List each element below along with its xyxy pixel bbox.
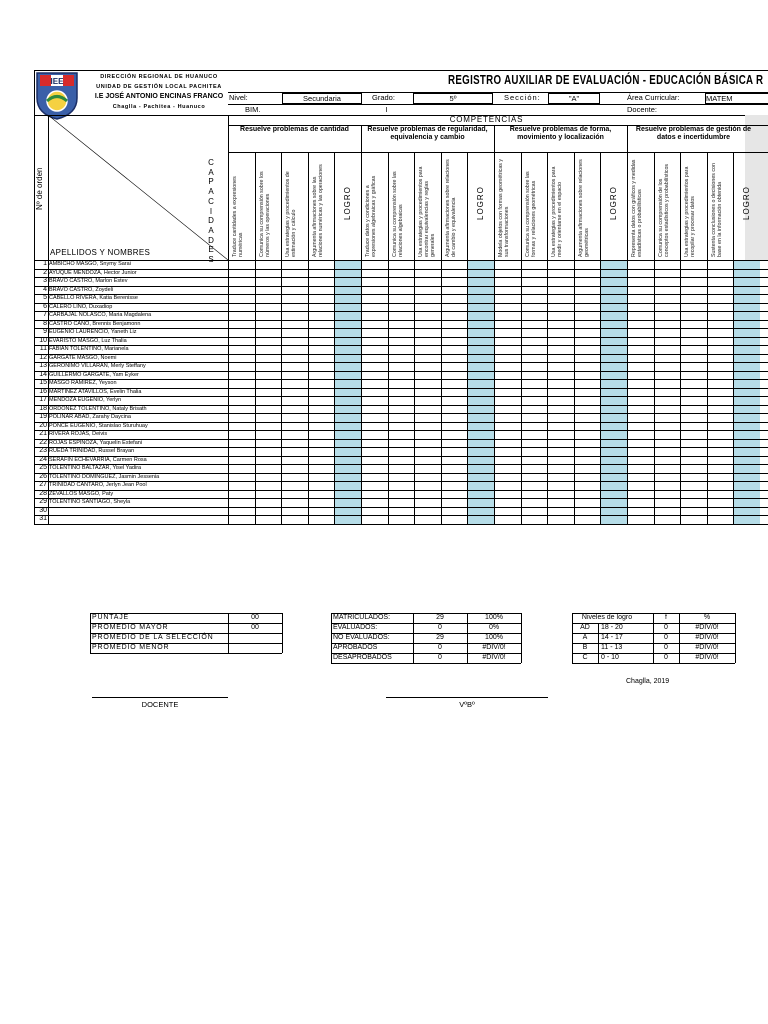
nivel-f: 0 (664, 624, 668, 631)
nivel-pct: #DIV/0! (695, 644, 719, 651)
capacidades-letter: D (208, 235, 214, 245)
student-name: TOLENTINO BALTAZAR, Yisel Yadira (49, 465, 142, 471)
grado-label: Grado: (372, 93, 395, 102)
capacidades-letter: A (208, 187, 214, 197)
grid-line (331, 613, 332, 663)
table-row (34, 507, 745, 516)
student-name: SERAFIN ECHEVARRIA, Carmen Rosa (49, 456, 147, 463)
table-row (34, 498, 745, 507)
student-name: CABELLO RIVERA, Katia Berenisse (49, 295, 138, 301)
student-name: GERONIMO VILLARAN, Merly Steffany (49, 363, 146, 369)
count-value: 29 (436, 614, 444, 621)
row-number: 29 (39, 498, 47, 505)
capacidad-label: Sustenta conclusiones o decisiones con base en la información obtenida (710, 163, 723, 257)
nivel-pct: #DIV/0! (695, 654, 719, 661)
signature-docente: DOCENTE (141, 700, 179, 709)
capacidad-label: Traduce cantidades a expresiones numéricas (232, 176, 244, 257)
nivel-f: 0 (664, 634, 668, 641)
row-number: 10 (39, 336, 47, 344)
student-name: ORDOÑEZ TOLENTINO, Nataly Brisath (49, 405, 147, 412)
nivel-range: 18 - 20 (601, 624, 623, 631)
capacidad-label: Traduce datos y condiciones a expresiones algebraicas y gráficas (365, 175, 377, 257)
header-diagonal (48, 115, 228, 260)
capacidad-label: Comunica su comprensión de los conceptos estadísticos y probabilísticos (657, 163, 670, 257)
institution-line-2: UNIDAD DE GESTIÓN LOCAL PACHITEA (96, 84, 222, 90)
student-name: CASTRO CANO, Brennis Benjamonn (49, 320, 141, 327)
row-number: 24 (39, 455, 47, 463)
row-number: 22 (39, 438, 47, 446)
seccion-value: "A" (548, 93, 600, 104)
table-row (34, 362, 745, 371)
row-number: 30 (39, 506, 47, 514)
student-name: ZEVALLOS MASGO, Paty (49, 490, 114, 497)
count-pct: #DIV/0! (482, 644, 506, 651)
capacidades-letter: C (208, 158, 214, 167)
capacidad-label: Comunica su comprensión sobre las formas y relaciones geométricas (524, 171, 537, 257)
table-row (34, 286, 745, 295)
nivel-f: 0 (664, 654, 668, 661)
school-logo (34, 70, 80, 120)
student-name: MARTINEZ ATAVILLOS, Evelin Thalia (49, 388, 142, 395)
row-number: 23 (39, 447, 47, 454)
row-number: 5 (43, 294, 47, 301)
logro-label: LOGRO (609, 186, 619, 220)
area-value: MATEM (705, 93, 768, 104)
table-row (34, 405, 745, 414)
competencia-title: Resuelve problemas de cantidad (240, 126, 349, 133)
capacidad-label: Comunica su comprensión sobre los números y las operaciones (258, 171, 271, 257)
count-pct: #DIV/0! (482, 654, 506, 661)
grid-line (521, 613, 522, 663)
docente-label: Docente: (627, 105, 658, 114)
row-number: 1 (43, 260, 47, 267)
grid-line (572, 663, 735, 664)
student-name: TOLENTINO SANTIAGO, Sheyla (49, 499, 131, 505)
grid-line (679, 613, 680, 663)
capacidad-label: Usa estrategias y procedimientos para encontrar equivalencias y reglas generales (418, 166, 437, 257)
capacidades-letter: A (208, 167, 214, 177)
score-label: PUNTAJE (92, 614, 129, 621)
grid-line (331, 663, 521, 664)
grid-line (413, 613, 414, 663)
student-name: RUEDA TRINIDAD, Russel Brayan (49, 448, 135, 454)
student-name: GARGATE MASGO, Noemi (49, 354, 117, 361)
row-number: 21 (39, 430, 47, 437)
capacidades-letter: E (208, 245, 214, 255)
capacidad-label: Argumenta afirmaciones sobre relaciones geométricas (577, 159, 590, 257)
capacidades-letter: C (208, 196, 214, 206)
place-date: Chaglla, 2019 (626, 678, 670, 685)
seccion-label: Sección: (504, 93, 541, 102)
capacidades-letter: A (208, 225, 214, 235)
grid-line (653, 613, 654, 663)
student-name: TRINIDAD CANTARO, Jerlyn Jean Pool (49, 482, 147, 488)
grid-line (228, 152, 768, 153)
student-name: AYUQUE MENDOZA, Hector Junior (49, 269, 137, 276)
institution-line-4: Chaglla - Pachitea - Huanuco (112, 104, 206, 110)
row-number: 16 (39, 387, 47, 395)
signature-vb: VºBº (459, 700, 475, 709)
count-pct: 0% (488, 624, 500, 631)
student-name: MASGO RAMIREZ, Yeyson (49, 380, 117, 386)
logro-label: LOGRO (742, 186, 752, 220)
student-name: AMBICHO MASGO, Snymy Sarai (49, 261, 131, 267)
row-number: 11 (39, 345, 47, 352)
row-number: 9 (43, 328, 47, 335)
row-number: 2 (43, 268, 47, 276)
nivel-pct: #DIV/0! (695, 634, 719, 641)
logo-text: IEE (50, 77, 64, 86)
bim-label: BIM. (245, 105, 261, 114)
capacidad-label: Usa estrategias y procedimientos de estimación y cálculo (285, 171, 298, 257)
grid-line (228, 125, 768, 126)
capacidades-letter: D (208, 216, 214, 226)
capacidad-label: Usa estrategias y procedimientos para medir y orientarse en el espacio (551, 166, 564, 257)
logro-label: LOGRO (343, 186, 353, 220)
row-number: 28 (39, 489, 47, 497)
nivel-code: B (582, 644, 588, 651)
table-row (34, 490, 745, 499)
nivel-range: 14 - 17 (601, 634, 623, 641)
count-label: EVALUADOS: (333, 624, 378, 631)
grid-line (34, 524, 768, 525)
nivel-pct: #DIV/0! (695, 624, 719, 631)
score-value: 00 (251, 624, 259, 631)
niveles-header: Niveles de logro (581, 614, 633, 621)
table-row (34, 345, 745, 354)
capacidades-letter: I (209, 206, 213, 216)
student-name: PONCE EUGENIO, Stanislao Sturuhuay (49, 422, 148, 429)
row-number: 7 (43, 311, 47, 318)
student-name: ROJAS ESPINOZA, Yaquelin Estefani (49, 439, 143, 446)
nivel-label: Nivel: (229, 93, 248, 102)
page-title: REGISTRO AUXILIAR DE EVALUACIÓN - EDUCACIÓN BÁSICA R (448, 73, 764, 87)
row-number: 17 (39, 396, 47, 403)
row-number: 25 (39, 464, 47, 471)
count-label: MATRICULADOS: (333, 614, 391, 621)
count-label: APROBADOS (333, 644, 378, 651)
bim-value: I (385, 105, 388, 114)
grid-line (228, 613, 229, 653)
student-name: EVARISTO MASGO, Luz Thalia (49, 337, 127, 344)
student-name: CALERO LINO, Duxadiop (49, 303, 113, 310)
table-row (34, 337, 745, 346)
row-number: 4 (43, 285, 47, 293)
capacidad-label: Modela objetos con formas geométricas y sus transformaciones (498, 158, 510, 257)
table-row (34, 328, 745, 337)
capacidades-letter: S (208, 255, 214, 265)
nivel-code: AD (580, 624, 590, 631)
grado-value: 5º (413, 93, 493, 104)
competencia-title: Resuelve problemas de gestión de datos e incertidumbre (635, 126, 752, 141)
nivel-code: A (582, 634, 588, 641)
orden-label: Nº de orden (35, 167, 44, 210)
row-number: 27 (39, 481, 47, 488)
row-number: 14 (39, 370, 47, 378)
count-pct: 100% (485, 614, 503, 621)
row-number: 18 (39, 404, 47, 412)
capacidad-label: Usa estrategias y procedimientos para recopilar y procesar datos (684, 166, 697, 257)
capacidad-label: Argumenta afirmaciones sobre relaciones de cambio y equivalencia (444, 159, 457, 257)
niveles-header-pct: % (703, 614, 711, 621)
row-number: 6 (43, 302, 47, 310)
institution-line-3: I.E JOSÉ ANTONIO ENCINAS FRANCO (94, 93, 224, 100)
grid-line (90, 613, 91, 653)
table-row (34, 311, 745, 320)
count-label: NO EVALUADOS: (333, 634, 390, 641)
count-pct: 100% (485, 634, 503, 641)
count-label: DESAPROBADOS (333, 654, 392, 661)
grid-line (598, 623, 599, 663)
nivel-range: 0 - 10 (601, 654, 619, 661)
capacidad-label: Argumenta afirmaciones sobre las relaciones numéricas y las operaciones (311, 164, 324, 257)
logro-label: LOGRO (476, 186, 486, 220)
score-value: 00 (251, 614, 259, 621)
score-label: PROMEDIO DE LA SELECCIÓN (92, 634, 214, 641)
table-row (34, 371, 745, 380)
grid-line (735, 613, 736, 663)
student-name: MENDOZA EUGENIO, Yerlyn (49, 397, 122, 403)
student-name: RIVERA ROJAS, Deivis (49, 431, 108, 437)
area-label: Área Curricular: (627, 93, 680, 102)
count-value: 29 (436, 634, 444, 641)
row-number: 8 (43, 319, 47, 327)
count-value: 0 (438, 624, 442, 631)
nivel-f: 0 (664, 644, 668, 651)
table-row (34, 260, 745, 269)
grid-line (467, 613, 468, 663)
score-label: PROMEDIO MAYOR (92, 624, 169, 631)
orden-header (34, 115, 48, 260)
row-number: 15 (39, 379, 47, 386)
institution-block (84, 72, 234, 112)
table-row (34, 388, 745, 397)
student-name: POLINAR ABAD, Zarahy Daycina (49, 414, 131, 420)
table-row (34, 422, 745, 431)
student-name: FABIAN TOLENTINO, Marianela (49, 346, 129, 352)
row-number: 20 (39, 421, 47, 429)
score-label: PROMEDIO MENOR (92, 644, 170, 651)
student-name: BRAVO CASTRO, Zoydeli (49, 286, 114, 293)
count-value: 0 (438, 654, 442, 661)
student-name: GUILLERMO GARGATE, Yam Eyker (49, 371, 139, 378)
grid-line (90, 653, 282, 654)
count-value: 0 (438, 644, 442, 651)
names-header: APELLIDOS Y NOMBRES (50, 248, 151, 257)
row-number: 26 (39, 472, 47, 480)
competencias-header: COMPETENCIAS (449, 115, 524, 124)
capacidades-letter: P (208, 177, 214, 187)
competencia-title: Resuelve problemas de forma, movimiento y localización (509, 126, 612, 141)
row-number: 19 (39, 413, 47, 420)
competencia-title: Resuelve problemas de regularidad, equivalencia y cambio (367, 126, 488, 141)
row-number: 12 (39, 353, 47, 361)
institution-line-1: DIRECCIÓN REGIONAL DE HUANUCO (100, 74, 218, 80)
row-number: 13 (39, 362, 47, 369)
capacidad-label: Representa datos con gráficos y medidas estadísticas o probabilísticas (631, 159, 643, 257)
nivel-value: Secundaria (282, 93, 362, 104)
student-name: BRAVO CASTRO, Marlon Estev (49, 278, 128, 284)
grid-line (572, 613, 573, 663)
capacidad-label: Comunica su comprensión sobre las relaciones algebraicas (391, 171, 404, 257)
table-row (34, 269, 745, 278)
student-name: CARBAJAL NOLASCO, Maria Magdalena (49, 312, 152, 318)
table-row (34, 481, 745, 490)
student-name: EUGENIO LAURENCIO, Yaneth Liz (49, 329, 137, 335)
row-number: 31 (39, 515, 47, 522)
nivel-range: 11 - 13 (601, 644, 623, 651)
nivel-code: C (582, 654, 588, 661)
student-name: TOLENTINO DOMINGUEZ, Jasmin Jessenia (49, 473, 160, 480)
row-number: 3 (43, 277, 47, 284)
table-row (34, 320, 745, 329)
niveles-header-f: f (665, 614, 667, 621)
table-row (34, 277, 745, 286)
table-row (34, 439, 745, 448)
table-row (34, 515, 745, 524)
grid-line (282, 613, 283, 653)
table-row (34, 294, 745, 303)
